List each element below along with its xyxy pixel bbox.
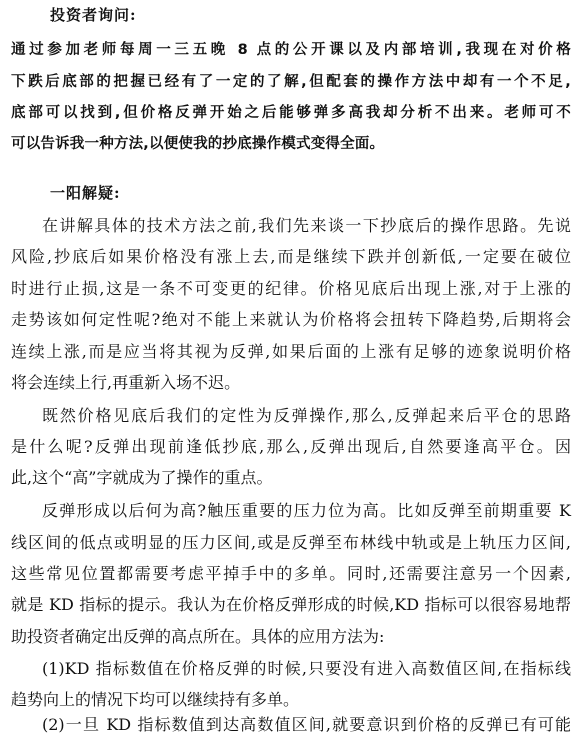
answer-line-6: 将会连续上行,再重新入场不迟。 — [11, 373, 241, 392]
answer-line-5: 连续上涨,而是应当将其视为反弹,如果后面的上涨有足够的迹象说明价格 — [11, 342, 571, 361]
question-line-2: 下跌后底部的把握已经有了一定的了解,但配套的操作方法中却有一个不足, — [11, 74, 571, 90]
answer-line-8: 是什么呢?反弹出现前逢低抄底,那么,反弹出现后,自然要逢高平仓。因 — [11, 437, 571, 456]
answer-line-7: 既然价格见底后我们的定性为反弹操作,那么,反弹起来后平仓的思路 — [42, 406, 571, 425]
answer-line-13: 就是 KD 指标的提示。我认为在价格反弹形成的时候,KD 指标可以很容易地帮 — [11, 595, 571, 614]
question-line-1: 通过参加老师每周一三五晚 8 点的公开课以及内部培训,我现在对价格 — [11, 42, 571, 58]
answer-line-11: 线区间的低点或明显的压力区间,或是反弹至布林线中轨或是上轨压力区间, — [11, 533, 571, 552]
answer-line-9: 此,这个“高”字就成为了操作的重点。 — [11, 468, 273, 487]
question-line-4: 可以告诉我一种方法,以便使我的抄底操作模式变得全面。 — [11, 136, 385, 152]
answer-line-12: 这些常见位置都需要考虑平掉手中的多单。同时,还需要注意另一个因素, — [11, 564, 571, 583]
answer-line-14: 助投资者确定出反弹的高点所在。具体的应用方法为: — [11, 627, 385, 646]
answer-line-17: (2)一旦 KD 指标数值到达高数值区间,就要意识到价格的反弹已有可能 — [42, 715, 571, 734]
answer-line-10: 反弹形成以后何为高?触压重要的压力位为高。比如反弹至前期重要 K — [42, 501, 571, 520]
answer-line-15: (1)KD 指标数值在价格反弹的时候,只要没有进入高数值区间,在指标线 — [42, 659, 571, 678]
question-line-3: 底部可以找到,但价格反弹开始之后能够弹多高我却分析不出来。老师可不 — [11, 105, 571, 121]
answer-line-16: 趋势向上的情况下均可以继续持有多单。 — [11, 690, 300, 709]
answer-line-4: 走势该如何定性呢?绝对不能上来就认为价格将会扭转下降趋势,后期将会 — [11, 310, 571, 329]
answer-heading: 一阳解疑: — [50, 184, 121, 202]
answer-line-1: 在讲解具体的技术方法之前,我们先来谈一下抄底后的操作思路。先说 — [42, 216, 571, 235]
answer-line-2: 风险,抄底后如果价格没有涨上去,而是继续下跌并创新低,一定要在破位 — [11, 247, 571, 266]
question-heading: 投资者询问: — [50, 6, 137, 24]
answer-line-3: 时进行止损,这是一条不可变更的纪律。价格见底后出现上涨,对于上涨的 — [11, 279, 571, 298]
